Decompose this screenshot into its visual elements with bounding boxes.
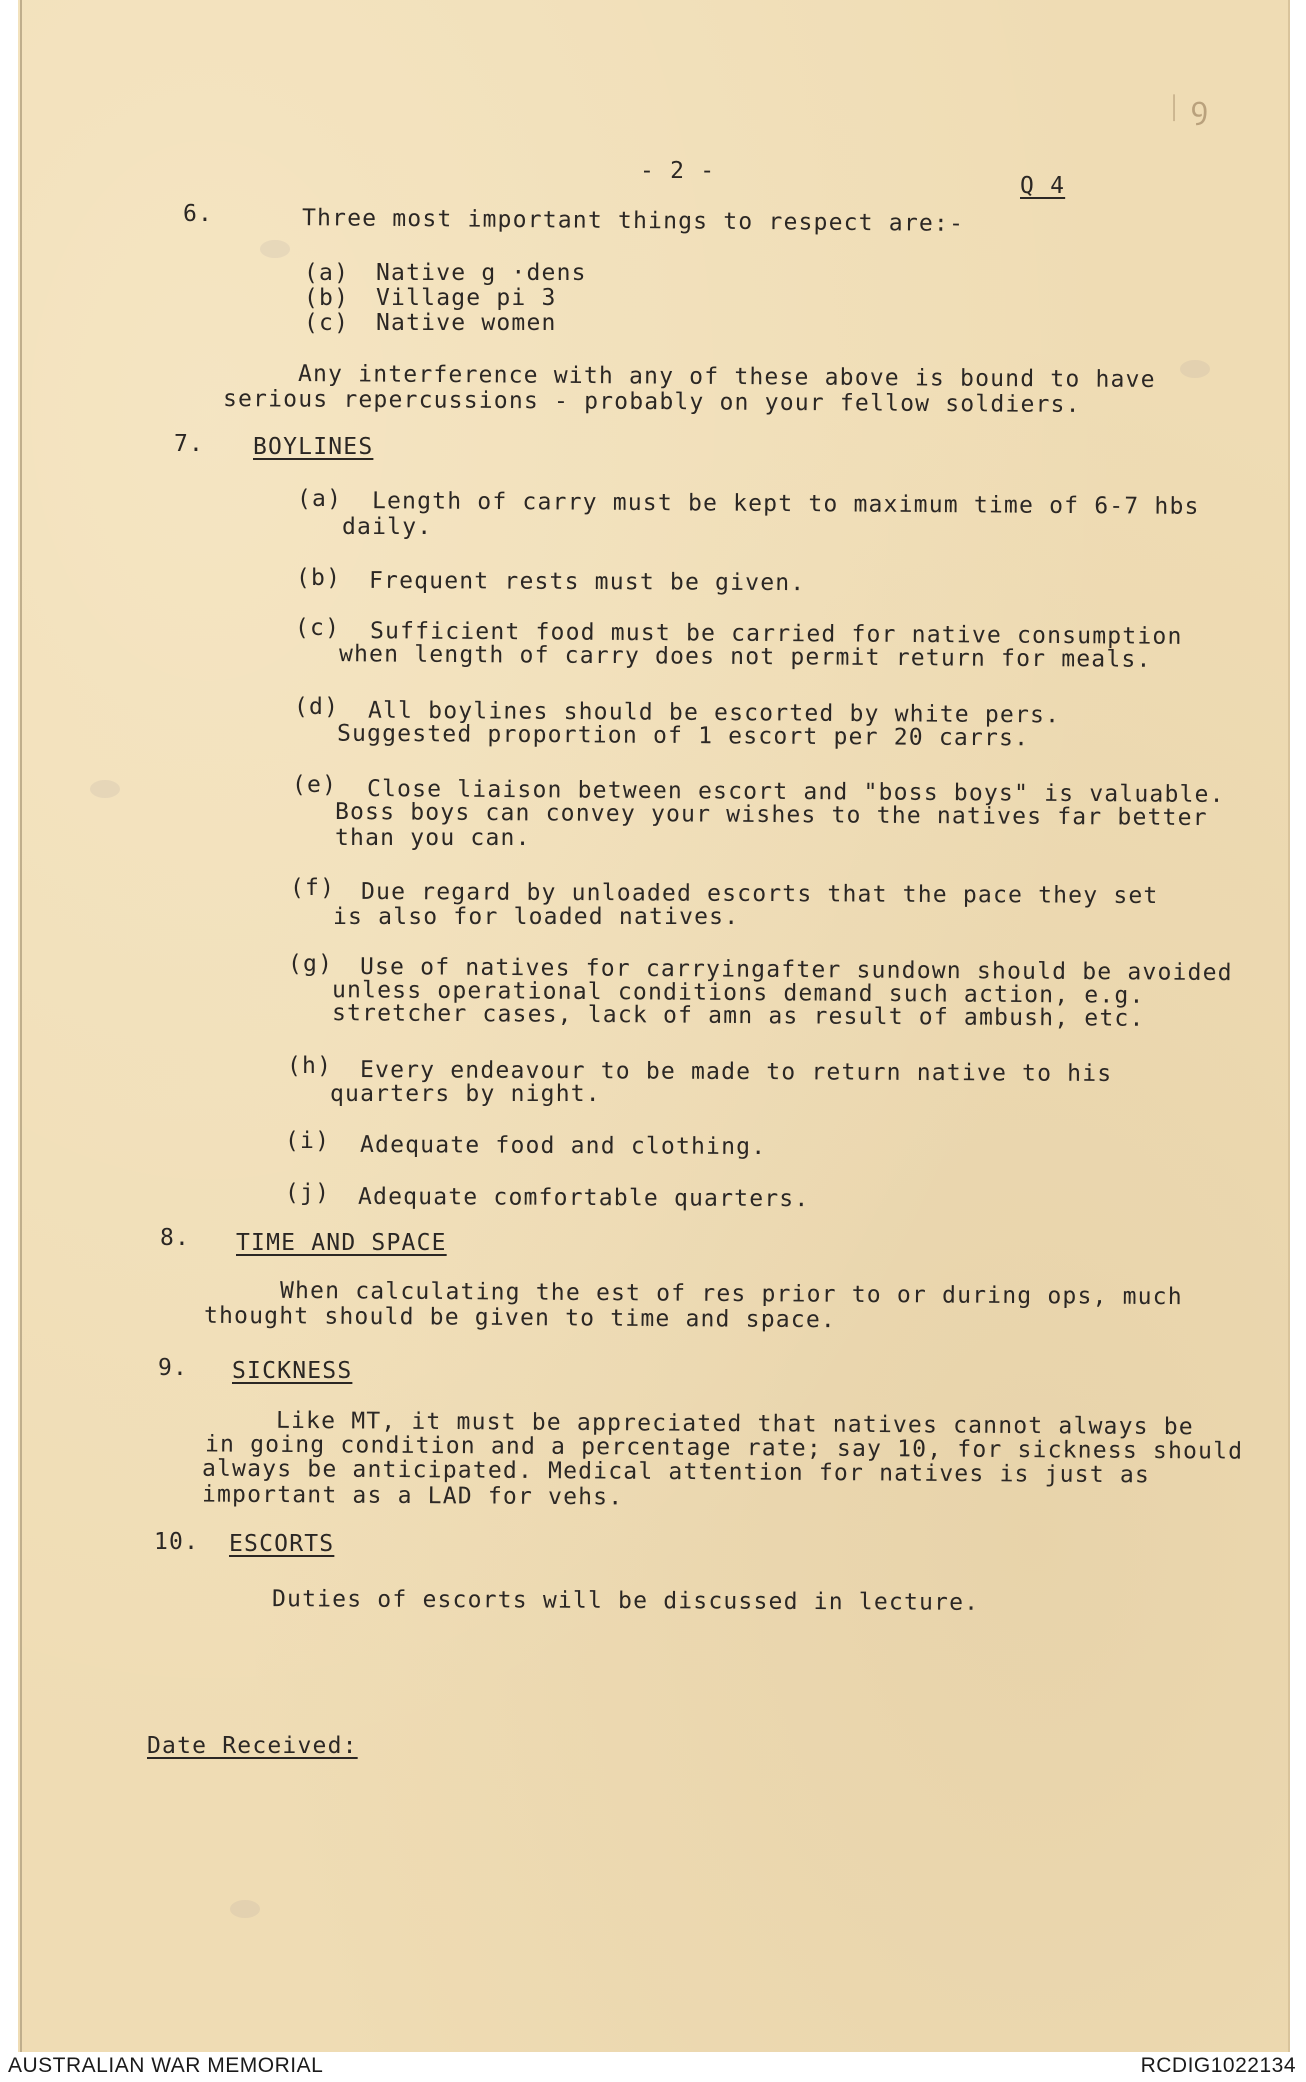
item-9-number: 9.	[158, 1355, 189, 1381]
item-7-f-line: Due regard by unloaded escorts that the pace they set	[360, 878, 1159, 910]
item-7-f-line: is also for loaded natives.	[333, 904, 740, 930]
item-6-list-label-c: (c)	[304, 310, 350, 336]
item-7-a-line: daily.	[342, 514, 433, 540]
item-7-j-line: Adequate comfortable quarters.	[357, 1183, 810, 1213]
item-6-list-text-c: Native women	[376, 310, 557, 336]
item-7-label-j: (j)	[285, 1180, 331, 1206]
bleed-mark	[260, 240, 290, 258]
item-7-g-line: stretcher cases, lack of amn as result of ambush, etc.	[331, 1000, 1145, 1032]
item-9-line: Like MT, it must be appreciated that natives cannot always be	[275, 1407, 1194, 1441]
item-6-list-text-a: Native g ·dens	[376, 260, 587, 286]
item-7-label-a: (a)	[297, 486, 343, 512]
item-6-paragraph-line: serious repercussions - probably on your fellow soldiers.	[222, 386, 1081, 418]
item-8-heading: TIME AND SPACE	[236, 1230, 447, 1256]
item-7-label-e: (e)	[292, 772, 338, 798]
item-7-g-line: Use of natives for carryingafter sundown should be avoided	[359, 953, 1233, 987]
page-number: - 2 -	[640, 158, 716, 184]
item-6-list-label-a: (a)	[304, 260, 350, 286]
item-7-label-c: (c)	[295, 615, 341, 641]
item-8-line: When calculating the est of res prior to or during ops, much	[279, 1277, 1183, 1311]
item-7-c-line: Sufficient food must be carried for native consumption	[369, 618, 1183, 650]
item-7-label-g: (g)	[288, 951, 334, 977]
item-7-e-line: than you can.	[335, 825, 531, 851]
item-7-g-line: unless operational conditions demand such action, e.g.	[331, 977, 1145, 1009]
date-received-label: Date Received:	[147, 1733, 358, 1759]
item-7-label-f: (f)	[290, 875, 336, 901]
item-9-heading: SICKNESS	[232, 1358, 353, 1384]
item-6-list-text-b: Village pi 3	[376, 285, 557, 311]
item-9-line: in going condition and a percentage rate; say 10, for sickness should	[204, 1431, 1244, 1465]
item-7-label-d: (d)	[294, 694, 340, 720]
item-6-intro: Three most important things to respect are:-	[301, 205, 965, 237]
item-7-e-line: Close liaison between escort and "boss boys" is valuable.	[366, 776, 1225, 808]
item-7-label-i: (i)	[285, 1128, 331, 1154]
item-8-number: 8.	[160, 1225, 191, 1251]
item-8-line: thought should be given to time and space.	[203, 1302, 837, 1334]
item-7-a-line: Length of carry must be kept to maximum time of 6-7 hbs	[371, 488, 1200, 520]
item-7-b-line: Frequent rests must be given.	[368, 567, 806, 597]
item-9-line: important as a LAD for vehs.	[201, 1481, 624, 1511]
item-10-heading: ESCORTS	[229, 1531, 335, 1557]
item-7-h-line: quarters by night.	[330, 1081, 601, 1107]
item-7-d-line: Suggested proportion of 1 escort per 20 carrs.	[336, 720, 1030, 752]
item-7-label-b: (b)	[296, 565, 342, 591]
item-9-line: always be anticipated. Medical attention for natives is just as	[201, 1455, 1151, 1489]
document-reference: Q 4	[1020, 173, 1066, 199]
item-6-number: 6.	[183, 201, 214, 227]
footer-id: RCDIG1022134	[1140, 2054, 1296, 2077]
item-7-h-line: Every endeavour to be made to return native to his	[359, 1057, 1113, 1087]
item-10-line: Duties of escorts will be discussed in lecture.	[271, 1586, 980, 1616]
item-7-i-line: Adequate food and clothing.	[359, 1131, 767, 1161]
item-7-e-line: Boss boys can convey your wishes to the natives far better	[334, 798, 1208, 832]
item-7-c-line: when length of carry does not permit return for meals.	[338, 641, 1152, 673]
item-7-label-h: (h)	[287, 1053, 333, 1079]
item-7-number: 7.	[174, 431, 205, 457]
pencil-mark: ᛁ ꝯ	[1165, 92, 1209, 125]
item-7-heading: BOYLINES	[253, 434, 374, 460]
bleed-mark	[1180, 360, 1210, 378]
page-edge	[20, 0, 22, 2052]
bleed-mark	[230, 1900, 260, 1918]
bleed-mark	[90, 780, 120, 798]
item-6-paragraph-line: Any interference with any of these above is bound to have	[297, 361, 1156, 393]
item-10-number: 10.	[154, 1529, 200, 1555]
item-7-d-line: All boylines should be escorted by white pers.	[367, 697, 1061, 729]
item-6-list-label-b: (b)	[304, 285, 350, 311]
footer-source: AUSTRALIAN WAR MEMORIAL	[8, 2054, 324, 2077]
